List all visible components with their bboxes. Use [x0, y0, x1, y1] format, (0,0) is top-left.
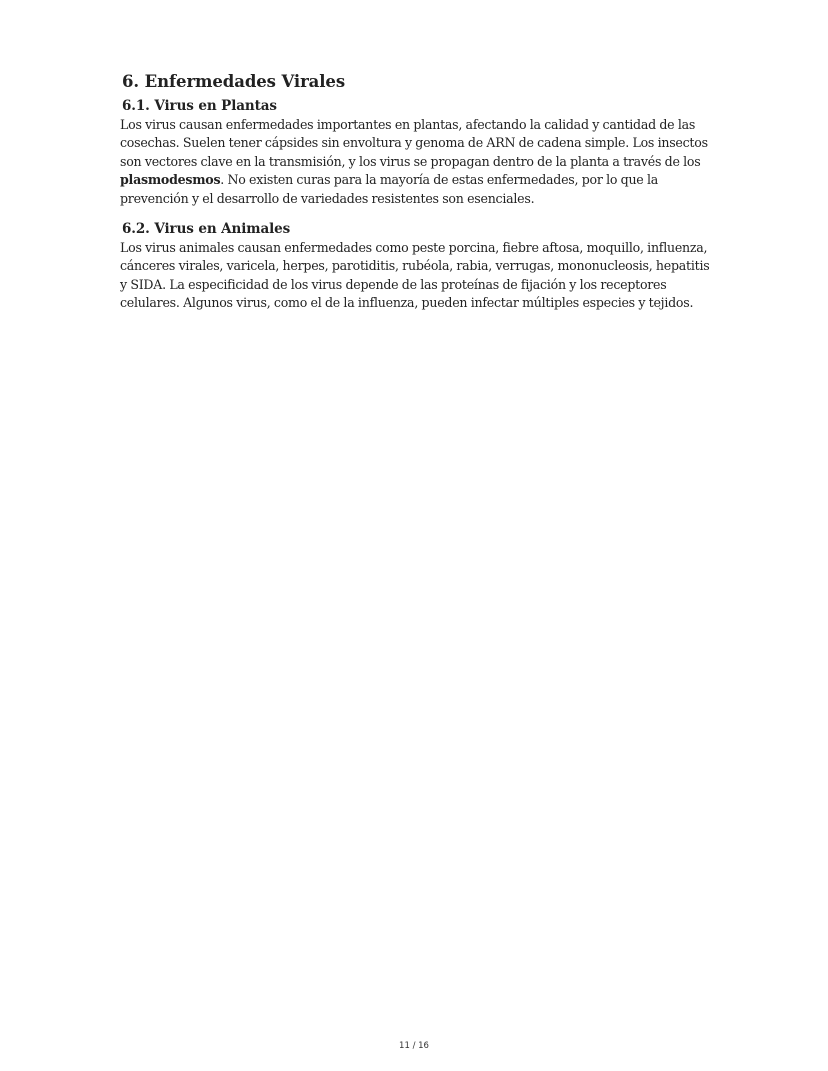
paragraph-plants-text-1: Los virus causan enfermedades importantes en plantas, afectando la calidad y cantidad de las cosechas. Suelen tener cápsides sin envoltura y genoma de ARN de cadena simple. Los insectos son vectores clave en la transmisión, y los virus se propagan dentro de la planta a través de los: [120, 117, 708, 169]
bold-term-plasmodesmos: plasmodesmos: [120, 172, 221, 188]
paragraph-plants: [120, 116, 710, 208]
subsection-title-animals: 6.2. Virus en Animales: [122, 221, 291, 238]
document-page: [120, 70, 710, 326]
subsection-title-plants: 6.1. Virus en Plantas: [122, 98, 277, 114]
page-number: 11 / 16: [399, 1041, 429, 1051]
section-title: 6. Enfermedades Virales: [122, 72, 346, 91]
paragraph-animals: Los virus animales causan enfermedades como peste porcina, fiebre aftosa, moquillo, influenza, cánceres virales, varicela, herpes, parotiditis, rubéola, rabia, verrugas, mononucleosis, hepatitis y SIDA. La especificidad de los virus depende de las proteínas de fijación y los receptores celulares. Algunos virus, como el de la influenza, pueden infectar múltiples especies y tejidos.: [120, 240, 710, 311]
paragraph-plants-text-2: . No existen curas para la mayoría de estas enfermedades, por lo que la prevención y el desarrollo de variedades resistentes son esenciales.: [120, 172, 658, 206]
